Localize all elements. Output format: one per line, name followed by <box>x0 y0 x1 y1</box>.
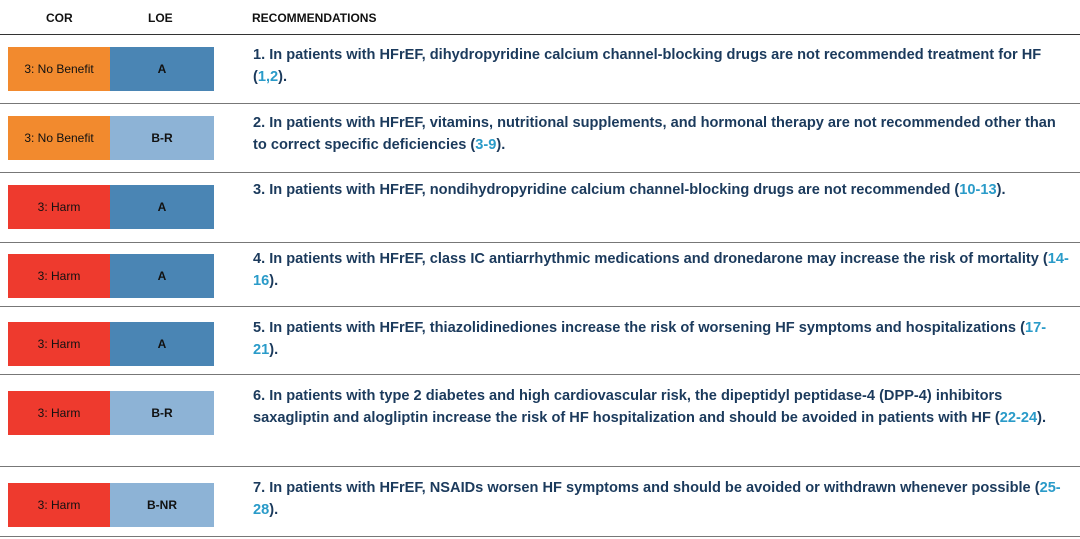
cor-cell: 3: No Benefit <box>8 47 110 91</box>
table-row <box>0 375 1080 467</box>
reference-link[interactable]: 3-9 <box>475 137 497 153</box>
recommendation-text: 3. In patients with HFrEF, nondihydropyridine calcium channel-blocking drugs are not recommended (10-13). <box>253 182 1006 198</box>
cor-column-header: COR <box>46 11 73 25</box>
recommendation-text: 4. In patients with HFrEF, class IC antiarrhythmic medications and dronedarone may increase the risk of mortality (14-16). <box>253 251 1069 289</box>
reference-link[interactable]: 1,2 <box>257 69 279 85</box>
table-row <box>0 35 1080 104</box>
loe-cell: A <box>110 254 214 298</box>
loe-cell: A <box>110 185 214 229</box>
cor-cell: 3: Harm <box>8 185 110 229</box>
cor-cell: 3: Harm <box>8 483 110 527</box>
loe-cell: B-NR <box>110 483 214 527</box>
table-row <box>0 467 1080 537</box>
reference-link[interactable]: 14-16 <box>253 251 1069 289</box>
table-row <box>0 243 1080 307</box>
loe-column-header: LOE <box>148 11 173 25</box>
recommendation-text: 5. In patients with HFrEF, thiazolidinediones increase the risk of worsening HF symptoms and hospitalizations (17-21). <box>253 320 1047 358</box>
table-row <box>0 173 1080 243</box>
table-row <box>0 307 1080 375</box>
recommendation-text: 2. In patients with HFrEF, vitamins, nutritional supplements, and hormonal therapy are not recommended other than to correct specific deficiencies (3-9). <box>253 115 1056 153</box>
loe-cell: B-R <box>110 116 214 160</box>
cor-cell: 3: Harm <box>8 254 110 298</box>
cor-cell: 3: Harm <box>8 391 110 435</box>
cor-cell: 3: Harm <box>8 322 110 366</box>
loe-cell: B-R <box>110 391 214 435</box>
recommendation-text: 6. In patients with type 2 diabetes and high cardiovascular risk, the dipeptidyl peptidase-4 (DPP-4) inhibitors saxagliptin and alogliptin increase the risk of HF hospitalization and should be avoided in patients with HF (22-24). <box>253 388 1047 426</box>
cor-cell: 3: No Benefit <box>8 116 110 160</box>
recommendation-text: 1. In patients with HFrEF, dihydropyridine calcium channel-blocking drugs are not recommended treatment for HF (1,2). <box>253 47 1042 85</box>
table-row <box>0 104 1080 173</box>
reference-link[interactable]: 10-13 <box>959 182 997 198</box>
table-header <box>0 0 1080 35</box>
recommendation-text: 7. In patients with HFrEF, NSAIDs worsen HF symptoms and should be avoided or withdrawn whenever possible (25-28). <box>253 480 1061 518</box>
loe-cell: A <box>110 47 214 91</box>
loe-cell: A <box>110 322 214 366</box>
reference-link[interactable]: 25-28 <box>253 480 1061 518</box>
reference-link[interactable]: 22-24 <box>999 410 1038 426</box>
recommendations-column-header: RECOMMENDATIONS <box>252 11 377 25</box>
reference-link[interactable]: 17-21 <box>253 320 1047 358</box>
